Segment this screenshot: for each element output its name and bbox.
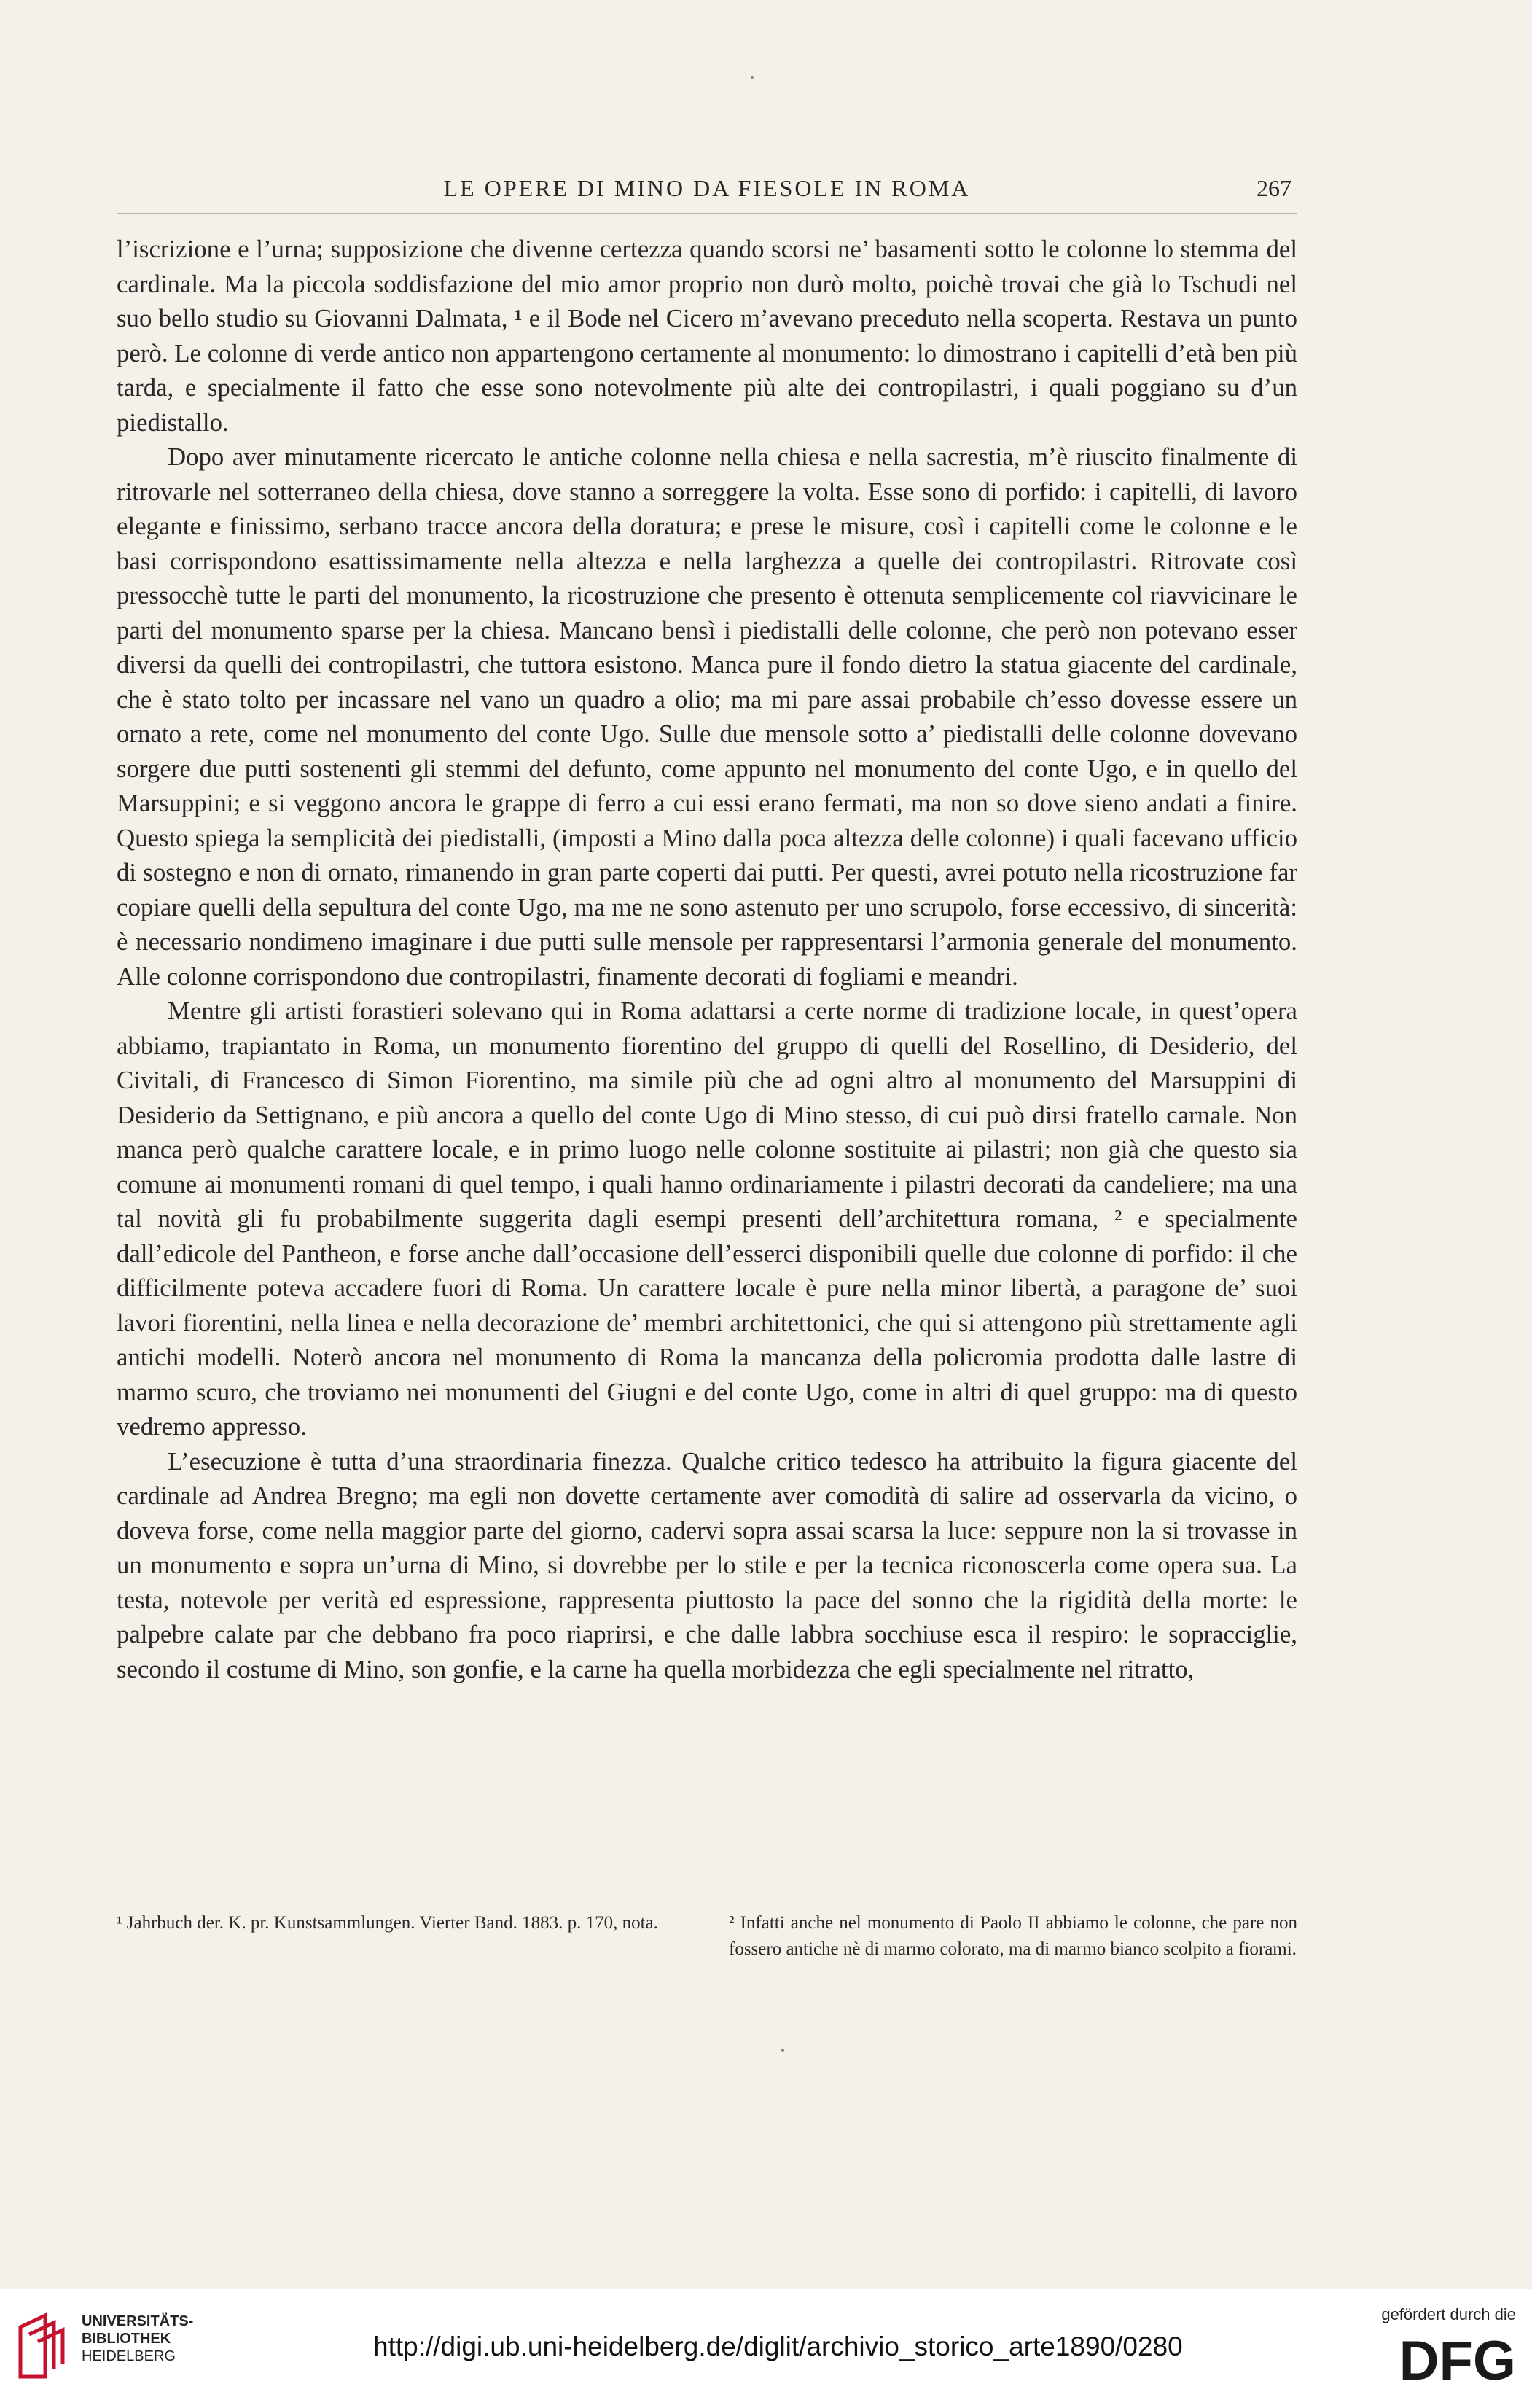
body-text [117, 232, 1297, 1686]
funding-credit [1377, 2305, 1516, 2389]
footnotes [117, 1910, 1297, 1963]
footnote-1: ¹ Jahrbuch der. K. pr. Kunstsammlungen. Vierter Band. 1883. p. 170, nota. [117, 1913, 658, 1933]
dfg-logo-text: DFG [1399, 2334, 1516, 2385]
permalink-url[interactable]: http://digi.ub.uni-heidelberg.de/diglit/archivio_storico_arte1890/0280 [373, 2331, 1183, 2361]
header-rule [117, 213, 1297, 214]
library-emblem-icon [16, 2312, 73, 2380]
library-name-line: HEIDELBERG [82, 2348, 176, 2364]
footnote-2: ² Infatti anche nel monumento di Paolo II abbiamo le colonne, che pare non fossero antiche nè di marmo colorato, ma di marmo bianco scolpito a fiorami. [729, 1913, 1297, 1959]
paragraph: L’esecuzione è tutta d’una straordinaria finezza. Qualche critico tedesco ha attribuito la figura giacente del cardinale ad Andrea Bregno; ma egli non dovette certamente aver comodità di salire ad osservarla da vicino, o doveva forse, come nella maggior parte del giorno, cadervi sopra assai scarsa la luce: seppure non la si trovasse in un monumento e sopra un’urna di Mino, si dovrebbe per lo stile e per la tecnica riconoscerla come opera sua. La testa, notevole per verità ed espressione, rappresenta piuttosto la pace del sonno che la rigidità della morte: le palpebre calate par che debbano fra poco riaprirsi, e che dalle labbra socchiuse esca il respiro: le sopracciglie, secondo il costume di Mino, son gonfie, e la carne ha quella morbidezza che egli specialmente nel ritratto, [117, 1446, 1297, 1683]
page-number: 267 [1257, 175, 1291, 201]
library-logo[interactable] [16, 2312, 193, 2380]
paper-speck [781, 2049, 784, 2052]
library-name [82, 2312, 193, 2365]
paper-speck [751, 76, 754, 79]
paragraph: Mentre gli artisti forastieri solevano qui in Roma adattarsi a certe norme di tradizione locale, in quest’opera abbiamo, trapiantato in Roma, un monumento fiorentino del gruppo di quelli del Rosellino, di Desiderio, del Civitali, di Francesco di Simon Fiorentino, ma simile più che ad ogni altro al monumento del Marsuppini di Desiderio da Settignano, e più ancora a quello del conte Ugo di Mino stesso, di cui può dirsi fratello carnale. Non manca però qualche carattere locale, e in primo luogo nelle colonne sostituite ai pilastri; non già che questo sia comune ai monumenti romani di quel tempo, i quali hanno ordinariamente i pilastri decorati da candeliere; ma una tal novità gli fu probabilmente suggerita dagli esempi presenti dell’architettura romana, ² e specialmente dall’edicole del Pantheon, e forse anche dall’occasione dell’esserci disponibili quelle due colonne di porfido: il che difficilmente poteva accadere fuori di Roma. Un carattere locale è pure nella minor libertà, a paragone de’ suoi lavori fiorentini, nella linea e nella decorazione de’ membri architettonici, che qui si attengono più strettamente agli antichi modelli. Noterò ancora nel monumento di Roma la mancanza della policromia prodotta dalle lastre di marmo scuro, che troviamo nei monumenti del Giugni e del conte Ugo, come in altri di quel gruppo: ma di questo vedremo appresso. [117, 997, 1297, 1441]
funding-label: gefördert durch die [1381, 2305, 1516, 2323]
library-name-line: BIBLIOTHEK [82, 2331, 171, 2347]
paragraph: Dopo aver minutamente ricercato le antiche colonne nella chiesa e nella sacrestia, m’è riuscito finalmente di ritrovarle nel sotterraneo della chiesa, dove stanno a sorreggere la volta. Esse sono di porfido: i capitelli, di lavoro elegante e finissimo, serbano tracce ancora della doratura; e prese le misure, così i capitelli come le colonne e le basi corrispondono esattissimamente nella altezza e nella larghezza a quelle dei contropilastri. Ritrovate così pressocchè tutte le parti del monumento, la ricostruzione che presento è ottenuta semplicemente col riavvicinare le parti del monumento sparse per la chiesa. Mancano bensì i piedistalli delle colonne, che però non potevano esser diversi da quelli dei contropilastri, che tuttora esistono. Manca pure il fondo dietro la statua giacente del cardinale, che è stato tolto per incassare nel vano un quadro a olio; ma mi pare assai probabile ch’esso dovesse essere un ornato a rete, come nel monumento del conte Ugo. Sulle due mensole sotto a’ piedistalli delle colonne dovevano sorgere due putti sostenenti gli stemmi del defunto, come appunto nel monumento del conte Ugo, e in quello del Marsuppini; e si veggono ancora le grappe di ferro a cui essi erano fermati, ma non so dove sieno andati a finire. Questo spiega la semplicità dei piedistalli, (imposti a Mino dalla poca altezza delle colonne) i quali facevano ufficio di sostegno e non di ornato, rimanendo in gran parte coperti dai putti. Per questi, avrei potuto nella ricostruzione far copiare quelli della sepultura del conte Ugo, ma me ne sono astenuto per uno scrupolo, forse eccessivo, di sincerità: è necessario nondimeno imaginare i due putti sulle mensole per rappresentarsi l’armonia generale del monumento. Alle colonne corrispondono due contropilastri, finamente decorati di fogliami e meandri. [117, 443, 1297, 991]
viewer-footer [0, 2289, 1532, 2408]
running-head: LE OPERE DI MINO DA FIESOLE IN ROMA [443, 175, 971, 201]
library-name-line: UNIVERSITÄTS- [82, 2313, 194, 2329]
paragraph: l’iscrizione e l’urna; supposizione che divenne certezza quando scorsi ne’ basamenti sotto le colonne lo stemma del cardinale. Ma la piccola soddisfazione del mio amor proprio non durò molto, poichè trovai che già lo Tschudi nel suo bello studio su Giovanni Dalmata, ¹ e il Bode nel Cicero m’avevano preceduto nella scoperta. Restava un punto però. Le colonne di verde antico non appartengono certamente al monumento: lo dimostrano i capitelli d’età ben più tarda, e specialmente il fatto che esse sono notevolmente più alte dei contropilastri, i quali poggiano su d’un piedistallo. [117, 235, 1297, 437]
dfg-logo-icon[interactable] [1377, 2334, 1516, 2385]
